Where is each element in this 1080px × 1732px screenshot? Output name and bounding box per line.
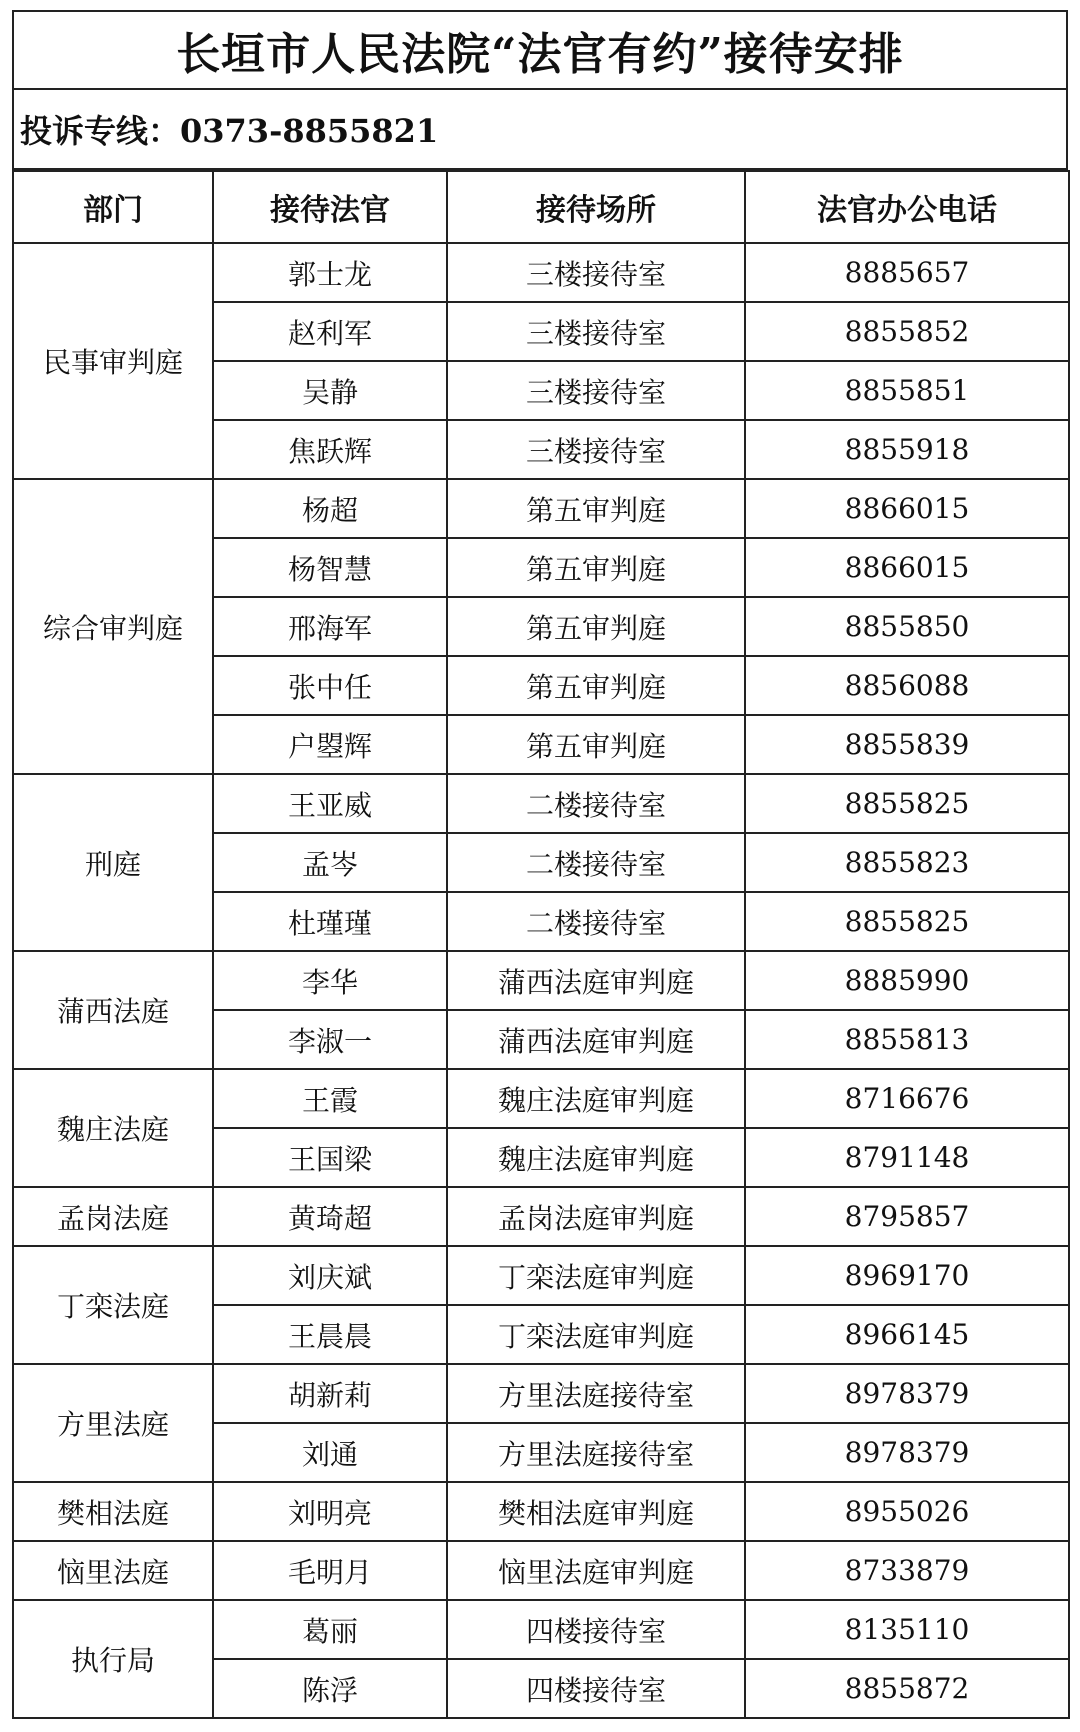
department-cell: 樊相法庭	[13, 1482, 213, 1541]
office-phone-cell: 8885657	[745, 243, 1069, 302]
judge-name-cell: 李淑一	[213, 1010, 447, 1069]
judge-name-cell: 杜瑾瑾	[213, 892, 447, 951]
reception-place-cell: 方里法庭接待室	[447, 1423, 745, 1482]
office-phone-cell: 8969170	[745, 1246, 1069, 1305]
reception-place-cell: 四楼接待室	[447, 1659, 745, 1718]
reception-place-cell: 三楼接待室	[447, 302, 745, 361]
reception-place-cell: 魏庄法庭审判庭	[447, 1069, 745, 1128]
office-phone-cell: 8866015	[745, 479, 1069, 538]
header-department: 部门	[13, 171, 213, 243]
office-phone-cell: 8855839	[745, 715, 1069, 774]
judge-name-cell: 刘庆斌	[213, 1246, 447, 1305]
office-phone-cell: 8855823	[745, 833, 1069, 892]
page-title: 长垣市人民法院“法官有约”接待安排	[12, 10, 1068, 90]
reception-place-cell: 魏庄法庭审判庭	[447, 1128, 745, 1187]
table-row	[13, 1246, 1069, 1305]
table-row	[13, 479, 1069, 538]
office-phone-cell: 8716676	[745, 1069, 1069, 1128]
department-cell: 孟岗法庭	[13, 1187, 213, 1246]
judge-name-cell: 胡新莉	[213, 1364, 447, 1423]
office-phone-cell: 8855852	[745, 302, 1069, 361]
schedule-table-body	[13, 243, 1069, 1718]
office-phone-cell: 8855872	[745, 1659, 1069, 1718]
schedule-table	[12, 170, 1070, 1719]
table-row	[13, 1600, 1069, 1659]
judge-name-cell: 陈浮	[213, 1659, 447, 1718]
office-phone-cell: 8855825	[745, 774, 1069, 833]
office-phone-cell: 8855850	[745, 597, 1069, 656]
reception-place-cell: 三楼接待室	[447, 243, 745, 302]
judge-name-cell: 葛丽	[213, 1600, 447, 1659]
department-cell: 执行局	[13, 1600, 213, 1718]
department-cell: 综合审判庭	[13, 479, 213, 774]
reception-place-cell: 蒲西法庭审判庭	[447, 1010, 745, 1069]
complaint-hotline: 投诉专线：0373-8855821	[12, 90, 1068, 170]
judge-name-cell: 邢海军	[213, 597, 447, 656]
header-phone: 法官办公电话	[745, 171, 1069, 243]
office-phone-cell: 8855918	[745, 420, 1069, 479]
office-phone-cell: 8866015	[745, 538, 1069, 597]
judge-name-cell: 王国梁	[213, 1128, 447, 1187]
judge-name-cell: 黄琦超	[213, 1187, 447, 1246]
office-phone-cell: 8795857	[745, 1187, 1069, 1246]
judge-name-cell: 王霞	[213, 1069, 447, 1128]
office-phone-cell: 8855813	[745, 1010, 1069, 1069]
reception-place-cell: 丁栾法庭审判庭	[447, 1246, 745, 1305]
reception-place-cell: 方里法庭接待室	[447, 1364, 745, 1423]
table-header-row	[13, 171, 1069, 243]
office-phone-cell: 8978379	[745, 1364, 1069, 1423]
table-row	[13, 1187, 1069, 1246]
reception-place-cell: 第五审判庭	[447, 715, 745, 774]
reception-place-cell: 第五审判庭	[447, 479, 745, 538]
reception-place-cell: 三楼接待室	[447, 361, 745, 420]
office-phone-cell: 8856088	[745, 656, 1069, 715]
judge-name-cell: 刘通	[213, 1423, 447, 1482]
reception-place-cell: 恼里法庭审判庭	[447, 1541, 745, 1600]
office-phone-cell: 8966145	[745, 1305, 1069, 1364]
table-row	[13, 1069, 1069, 1128]
department-cell: 丁栾法庭	[13, 1246, 213, 1364]
reception-place-cell: 第五审判庭	[447, 597, 745, 656]
reception-place-cell: 樊相法庭审判庭	[447, 1482, 745, 1541]
office-phone-cell: 8955026	[745, 1482, 1069, 1541]
judge-name-cell: 杨智慧	[213, 538, 447, 597]
judge-name-cell: 郭士龙	[213, 243, 447, 302]
office-phone-cell: 8135110	[745, 1600, 1069, 1659]
department-cell: 方里法庭	[13, 1364, 213, 1482]
judge-name-cell: 吴静	[213, 361, 447, 420]
judge-name-cell: 王亚威	[213, 774, 447, 833]
reception-place-cell: 三楼接待室	[447, 420, 745, 479]
table-row	[13, 243, 1069, 302]
table-row	[13, 951, 1069, 1010]
office-phone-cell: 8978379	[745, 1423, 1069, 1482]
header-judge: 接待法官	[213, 171, 447, 243]
judge-name-cell: 李华	[213, 951, 447, 1010]
reception-place-cell: 二楼接待室	[447, 892, 745, 951]
department-cell: 恼里法庭	[13, 1541, 213, 1600]
reception-place-cell: 蒲西法庭审判庭	[447, 951, 745, 1010]
department-cell: 刑庭	[13, 774, 213, 951]
judge-name-cell: 杨超	[213, 479, 447, 538]
judge-name-cell: 王晨晨	[213, 1305, 447, 1364]
reception-place-cell: 孟岗法庭审判庭	[447, 1187, 745, 1246]
judge-name-cell: 孟岑	[213, 833, 447, 892]
table-row	[13, 1541, 1069, 1600]
judge-name-cell: 户曌辉	[213, 715, 447, 774]
department-cell: 魏庄法庭	[13, 1069, 213, 1187]
reception-schedule-sheet	[12, 10, 1068, 1719]
office-phone-cell: 8791148	[745, 1128, 1069, 1187]
reception-place-cell: 四楼接待室	[447, 1600, 745, 1659]
table-row	[13, 1482, 1069, 1541]
reception-place-cell: 丁栾法庭审判庭	[447, 1305, 745, 1364]
reception-place-cell: 第五审判庭	[447, 538, 745, 597]
judge-name-cell: 毛明月	[213, 1541, 447, 1600]
judge-name-cell: 赵利军	[213, 302, 447, 361]
office-phone-cell: 8733879	[745, 1541, 1069, 1600]
reception-place-cell: 二楼接待室	[447, 774, 745, 833]
table-row	[13, 774, 1069, 833]
department-cell: 民事审判庭	[13, 243, 213, 479]
office-phone-cell: 8885990	[745, 951, 1069, 1010]
office-phone-cell: 8855851	[745, 361, 1069, 420]
table-row	[13, 1364, 1069, 1423]
judge-name-cell: 焦跃辉	[213, 420, 447, 479]
reception-place-cell: 第五审判庭	[447, 656, 745, 715]
office-phone-cell: 8855825	[745, 892, 1069, 951]
reception-place-cell: 二楼接待室	[447, 833, 745, 892]
judge-name-cell: 刘明亮	[213, 1482, 447, 1541]
header-place: 接待场所	[447, 171, 745, 243]
judge-name-cell: 张中任	[213, 656, 447, 715]
department-cell: 蒲西法庭	[13, 951, 213, 1069]
